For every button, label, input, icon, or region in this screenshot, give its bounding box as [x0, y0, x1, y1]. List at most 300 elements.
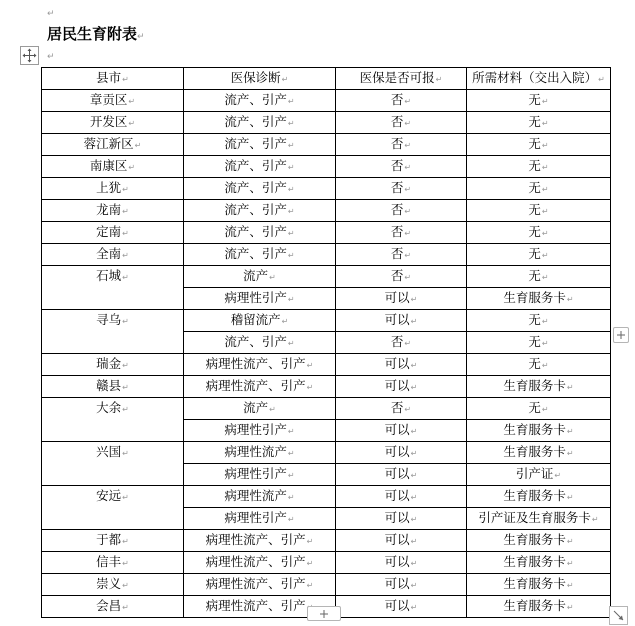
cell-text: 可以: [384, 312, 410, 327]
cell-text: 流产、引产: [224, 92, 287, 107]
cell-text: 可以: [384, 466, 410, 481]
cell-text: 瑞金: [96, 356, 122, 371]
table-cell[interactable]: [184, 420, 336, 442]
table-cell[interactable]: [336, 530, 467, 552]
table-cell[interactable]: [336, 134, 467, 156]
table-cell[interactable]: [467, 178, 611, 200]
table-cell[interactable]: [184, 222, 336, 244]
table-cell[interactable]: [467, 90, 611, 112]
paragraph-mark: ↵: [404, 97, 412, 106]
table-cell[interactable]: [336, 376, 467, 398]
cell-text: 无: [528, 312, 541, 327]
table-cell[interactable]: [467, 376, 611, 398]
table-cell[interactable]: [336, 244, 467, 266]
table-cell[interactable]: [467, 354, 611, 376]
cell-text: 医保是否可报: [359, 70, 435, 85]
paragraph-mark: ↵: [122, 273, 129, 282]
paragraph-mark: ↵: [541, 229, 549, 238]
county-cell[interactable]: [42, 244, 184, 266]
paragraph-mark: ↵: [122, 317, 129, 326]
paragraph-mark: ↵: [137, 32, 145, 42]
table-cell[interactable]: [467, 200, 611, 222]
cell-text: 病理性流产、引产: [205, 554, 306, 569]
paragraph-mark: ↵: [404, 119, 412, 128]
cell-text: 石城: [96, 268, 122, 283]
cell-text: 生育服务卡: [503, 576, 566, 591]
cell-text: 否: [390, 202, 404, 217]
paragraph-mark: ↵: [410, 383, 418, 392]
cell-text: 生育服务卡: [503, 290, 566, 305]
paragraph-mark: ↵: [541, 273, 549, 282]
table-resize-handle[interactable]: [609, 606, 628, 625]
county-cell[interactable]: [42, 200, 184, 222]
header-cell[interactable]: [467, 68, 611, 90]
cell-text: 医保诊断: [230, 70, 281, 85]
header-cell[interactable]: [184, 68, 336, 90]
cell-text: 病理性流产: [224, 444, 287, 459]
paragraph-mark: ↵: [435, 75, 443, 84]
paragraph-mark: ↵: [287, 119, 295, 128]
county-cell[interactable]: [42, 134, 184, 156]
table-cell[interactable]: [336, 354, 467, 376]
table-cell[interactable]: [184, 464, 336, 486]
table-cell[interactable]: [184, 574, 336, 596]
plus-icon: [319, 609, 329, 619]
paragraph-mark: ↵: [410, 295, 418, 304]
paragraph-mark: ↵: [404, 229, 412, 238]
table-cell[interactable]: [336, 90, 467, 112]
cell-text: 全南: [96, 246, 122, 261]
table-header-row: [42, 68, 611, 90]
table-row: [42, 90, 611, 112]
cell-text: 章贡区: [89, 92, 128, 107]
paragraph-mark: ↵: [404, 273, 412, 282]
paragraph-mark: ↵: [287, 251, 295, 260]
table-cell[interactable]: [184, 354, 336, 376]
cell-text: 定南: [96, 224, 122, 239]
cell-text: 无: [528, 158, 541, 173]
cell-text: 病理性引产: [224, 510, 287, 525]
cell-text: 无: [528, 334, 541, 349]
table-cell[interactable]: [184, 398, 336, 420]
cell-text: 无: [528, 114, 541, 129]
table-cell[interactable]: [467, 310, 611, 332]
table-cell[interactable]: [467, 486, 611, 508]
table-cell[interactable]: [336, 420, 467, 442]
table-row: [42, 112, 611, 134]
plus-icon: [616, 330, 626, 340]
table-cell[interactable]: [467, 112, 611, 134]
table-cell[interactable]: [336, 552, 467, 574]
table-cell[interactable]: [467, 464, 611, 486]
cell-text: 生育服务卡: [503, 422, 566, 437]
county-cell[interactable]: [42, 266, 184, 310]
county-cell[interactable]: [42, 552, 184, 574]
cell-text: 蓉江新区: [83, 136, 134, 151]
cell-text: 否: [390, 114, 404, 129]
paragraph-mark: ↵: [306, 361, 314, 370]
paragraph-mark: ↵: [541, 141, 549, 150]
paragraph-mark: ↵: [541, 361, 549, 370]
paragraph-mark: ↵: [591, 515, 599, 524]
table-cell[interactable]: [184, 156, 336, 178]
table-cell[interactable]: [184, 508, 336, 530]
paragraph-mark: ↵: [410, 515, 418, 524]
paragraph-mark: ↵: [122, 537, 129, 546]
paragraph-mark: ↵: [281, 317, 289, 326]
cell-text: 病理性引产: [224, 466, 287, 481]
cell-text: 所需材料（交出入院）: [472, 70, 598, 85]
table-cell[interactable]: [336, 178, 467, 200]
table-cell[interactable]: [467, 420, 611, 442]
county-cell[interactable]: [42, 222, 184, 244]
paragraph-mark: ↵: [287, 207, 295, 216]
add-column-button[interactable]: [613, 327, 629, 343]
paragraph-mark: ↵: [566, 537, 574, 546]
table-cell[interactable]: [336, 332, 467, 354]
paragraph-mark: ↵: [566, 603, 574, 612]
paragraph-mark: ↵: [410, 603, 418, 612]
paragraph-mark: ↵: [269, 405, 276, 414]
paragraph-mark: ↵: [410, 427, 418, 436]
paragraph-mark: ↵: [287, 163, 295, 172]
cell-text: 生育服务卡: [503, 532, 566, 547]
paragraph-mark: ↵: [410, 317, 418, 326]
add-row-button[interactable]: [307, 606, 341, 621]
paragraph-mark: ↵: [128, 119, 136, 128]
table-cell[interactable]: [336, 200, 467, 222]
paragraph-mark: ↵: [47, 52, 55, 62]
cell-text: 病理性流产、引产: [205, 532, 306, 547]
table-cell[interactable]: [467, 442, 611, 464]
cell-text: 否: [390, 92, 404, 107]
paragraph-mark: ↵: [410, 493, 418, 502]
paragraph-mark: ↵: [122, 581, 129, 590]
paragraph-mark: ↵: [404, 207, 412, 216]
cell-text: 流产、引产: [224, 114, 287, 129]
document-title: [47, 24, 145, 47]
table-row: [42, 200, 611, 222]
table-row: [42, 156, 611, 178]
table-cell[interactable]: [467, 530, 611, 552]
table-cell[interactable]: [336, 112, 467, 134]
cell-text: 赣县: [96, 378, 122, 393]
paragraph-mark: ↵: [404, 163, 412, 172]
table-cell[interactable]: [467, 222, 611, 244]
paragraph-mark: ↵: [410, 559, 418, 568]
cell-text: 流产: [243, 268, 269, 283]
cell-text: 病理性流产、引产: [205, 378, 306, 393]
cell-text: 可以: [384, 422, 410, 437]
table-row: [42, 178, 611, 200]
cell-text: 生育服务卡: [503, 488, 566, 503]
paragraph-mark: ↵: [306, 383, 314, 392]
cell-text: 病理性流产、引产: [205, 576, 306, 591]
county-cell[interactable]: [42, 398, 184, 442]
paragraph-mark: ↵: [566, 449, 574, 458]
four-way-arrow-icon: [22, 48, 37, 63]
header-cell[interactable]: [336, 68, 467, 90]
table-cell[interactable]: [184, 134, 336, 156]
paragraph-mark: ↵: [122, 185, 129, 194]
table-cell[interactable]: [467, 508, 611, 530]
paragraph-mark: ↵: [287, 141, 295, 150]
table-cell[interactable]: [336, 574, 467, 596]
table-cell[interactable]: [336, 596, 467, 618]
table-cell[interactable]: [184, 200, 336, 222]
paragraph-mark: ↵: [410, 537, 418, 546]
cell-text: 否: [390, 180, 404, 195]
paragraph-mark: ↵: [122, 405, 129, 414]
paragraph-mark: ↵: [287, 295, 295, 304]
paragraph-mark: ↵: [306, 537, 314, 546]
paragraph-mark: ↵: [404, 141, 412, 150]
cell-text: 可以: [384, 554, 410, 569]
table-cell[interactable]: [467, 552, 611, 574]
paragraph-mark: ↵: [410, 449, 418, 458]
cell-text: 可以: [384, 510, 410, 525]
cell-text: 崇义: [96, 576, 122, 591]
table-cell[interactable]: [467, 244, 611, 266]
cell-text: 生育服务卡: [503, 444, 566, 459]
paragraph-mark: ↵: [541, 317, 549, 326]
table-cell[interactable]: [184, 178, 336, 200]
county-cell[interactable]: [42, 530, 184, 552]
table-cell[interactable]: [467, 288, 611, 310]
paragraph-mark: ↵: [287, 185, 295, 194]
paragraph-mark: ↵: [122, 603, 129, 612]
paragraph-mark: ↵: [287, 97, 295, 106]
table-cell[interactable]: [336, 398, 467, 420]
county-cell[interactable]: [42, 90, 184, 112]
cell-text: 流产、引产: [224, 158, 287, 173]
paragraph-mark: ↵: [122, 449, 129, 458]
cell-text: 寻乌: [96, 312, 122, 327]
cell-text: 否: [390, 334, 404, 349]
cell-text: 病理性流产: [224, 488, 287, 503]
paragraph-mark: ↵: [541, 339, 549, 348]
cell-text: 安远: [96, 488, 122, 503]
paragraph-mark: ↵: [128, 163, 136, 172]
cell-text: 县市: [96, 70, 122, 85]
table-cell[interactable]: [184, 310, 336, 332]
table-row: [42, 552, 611, 574]
table-cell[interactable]: [184, 376, 336, 398]
table-row: [42, 222, 611, 244]
paragraph-mark: ↵: [122, 383, 129, 392]
cell-text: 引产证: [515, 466, 554, 481]
cell-text: 大余: [96, 400, 122, 415]
table-cell[interactable]: [336, 222, 467, 244]
table-cell[interactable]: [184, 266, 336, 288]
paragraph-mark: ↵: [566, 559, 574, 568]
cell-text: 无: [528, 136, 541, 151]
paragraph-mark: ↵: [566, 383, 574, 392]
table-cell[interactable]: [467, 156, 611, 178]
diagonal-resize-icon: [612, 609, 625, 622]
cell-text: 生育服务卡: [503, 554, 566, 569]
table-cell[interactable]: [184, 552, 336, 574]
table-cell[interactable]: [184, 112, 336, 134]
table-cell[interactable]: [336, 486, 467, 508]
cell-text: 无: [528, 246, 541, 261]
county-cell[interactable]: [42, 442, 184, 486]
cell-text: 生育服务卡: [503, 598, 566, 613]
cell-text: 可以: [384, 598, 410, 613]
county-cell[interactable]: [42, 354, 184, 376]
cell-text: 无: [528, 202, 541, 217]
cell-text: 否: [390, 158, 404, 173]
table-cell[interactable]: [467, 266, 611, 288]
paragraph-mark: ↵: [287, 471, 295, 480]
cell-text: 可以: [384, 444, 410, 459]
county-cell[interactable]: [42, 574, 184, 596]
cell-text: 可以: [384, 356, 410, 371]
table-cell[interactable]: [336, 508, 467, 530]
cell-text: 信丰: [96, 554, 122, 569]
table-row: [42, 398, 611, 420]
table-row: [42, 486, 611, 508]
table-cell[interactable]: [184, 90, 336, 112]
table-cell[interactable]: [336, 464, 467, 486]
cell-text: 龙南: [96, 202, 122, 217]
table-cell[interactable]: [467, 574, 611, 596]
table-row: [42, 574, 611, 596]
cell-text: 否: [390, 136, 404, 151]
cell-text: 流产、引产: [224, 334, 287, 349]
cell-text: 南康区: [89, 158, 128, 173]
paragraph-mark: ↵: [541, 185, 549, 194]
paragraph-mark: ↵: [566, 295, 574, 304]
table-cell[interactable]: [184, 288, 336, 310]
cell-text: 引产证及生育服务卡: [478, 510, 591, 525]
cell-text: 否: [390, 268, 404, 283]
table-cell[interactable]: [336, 442, 467, 464]
cell-text: 生育服务卡: [503, 378, 566, 393]
table-row: [42, 310, 611, 332]
paragraph-mark: ↵: [122, 75, 129, 84]
cell-text: 否: [390, 224, 404, 239]
table-cell[interactable]: [467, 134, 611, 156]
cell-text: 病理性流产、引产: [205, 598, 306, 613]
cell-text: 开发区: [89, 114, 128, 129]
cell-text: 可以: [384, 488, 410, 503]
cell-text: 于都: [96, 532, 122, 547]
paragraph-mark: ↵: [541, 119, 549, 128]
document-title-text: 居民生育附表: [47, 25, 138, 43]
cell-text: 病理性引产: [224, 422, 287, 437]
cell-text: 流产、引产: [224, 180, 287, 195]
table-cell[interactable]: [467, 398, 611, 420]
county-cell[interactable]: [42, 310, 184, 354]
county-cell[interactable]: [42, 178, 184, 200]
table-move-handle[interactable]: [20, 46, 39, 65]
paragraph-mark: ↵: [410, 361, 418, 370]
county-cell[interactable]: [42, 376, 184, 398]
table-row: [42, 354, 611, 376]
table-row: [42, 244, 611, 266]
paragraph-mark: ↵: [122, 361, 129, 370]
paragraph-mark: ↵: [404, 405, 412, 414]
paragraph-mark: ↵: [122, 229, 129, 238]
paragraph-mark: ↵: [269, 273, 276, 282]
table-cell[interactable]: [184, 244, 336, 266]
table-cell[interactable]: [336, 288, 467, 310]
cell-text: 可以: [384, 532, 410, 547]
table-cell[interactable]: [336, 310, 467, 332]
county-cell[interactable]: [42, 486, 184, 530]
paragraph-mark: ↵: [541, 163, 549, 172]
table-cell[interactable]: [467, 596, 611, 618]
paragraph-mark: ↵: [404, 339, 412, 348]
cell-text: 病理性引产: [224, 290, 287, 305]
table-row: [42, 442, 611, 464]
cell-text: 无: [528, 92, 541, 107]
paragraph-mark: ↵: [410, 581, 418, 590]
cell-text: 可以: [384, 576, 410, 591]
paragraph-mark: ↵: [566, 581, 574, 590]
cell-text: 流产、引产: [224, 136, 287, 151]
table-cell[interactable]: [184, 442, 336, 464]
cell-text: 病理性流产、引产: [205, 356, 306, 371]
paragraph-mark: ↵: [287, 427, 295, 436]
county-cell[interactable]: [42, 156, 184, 178]
paragraph-mark: ↵: [287, 449, 295, 458]
table-row: [42, 376, 611, 398]
cell-text: 否: [390, 400, 404, 415]
cell-text: 无: [528, 180, 541, 195]
table-cell[interactable]: [336, 266, 467, 288]
cell-text: 无: [528, 400, 541, 415]
table-row: [42, 266, 611, 288]
table-cell[interactable]: [184, 530, 336, 552]
table-cell[interactable]: [184, 332, 336, 354]
paragraph-mark: ↵: [566, 427, 574, 436]
cell-text: 可以: [384, 290, 410, 305]
table-cell[interactable]: [467, 332, 611, 354]
paragraph-mark: ↵: [410, 471, 418, 480]
table-row: [42, 530, 611, 552]
paragraph-mark: ↵: [122, 207, 129, 216]
cell-text: 流产、引产: [224, 246, 287, 261]
cell-text: 稽留流产: [230, 312, 281, 327]
county-cell[interactable]: [42, 596, 184, 618]
paragraph-mark: ↵: [554, 471, 562, 480]
cell-text: 上犹: [96, 180, 122, 195]
table-cell[interactable]: [184, 486, 336, 508]
cell-text: 无: [528, 268, 541, 283]
paragraph-mark: ↵: [128, 97, 136, 106]
cell-text: 流产: [243, 400, 269, 415]
paragraph-mark: ↵: [287, 229, 295, 238]
paragraph-mark: ↵: [404, 251, 412, 260]
header-cell[interactable]: [42, 68, 184, 90]
cell-text: 可以: [384, 378, 410, 393]
table-row: [42, 134, 611, 156]
cell-text: 会昌: [96, 598, 122, 613]
paragraph-mark: ↵: [47, 9, 55, 19]
table-cell[interactable]: [336, 156, 467, 178]
cell-text: 流产、引产: [224, 224, 287, 239]
cell-text: 无: [528, 224, 541, 239]
cell-text: 无: [528, 356, 541, 371]
cell-text: 流产、引产: [224, 202, 287, 217]
cell-text: 否: [390, 246, 404, 261]
paragraph-mark: ↵: [306, 559, 314, 568]
paragraph-mark: ↵: [541, 251, 549, 260]
county-cell[interactable]: [42, 112, 184, 134]
paragraph-mark: ↵: [541, 207, 549, 216]
